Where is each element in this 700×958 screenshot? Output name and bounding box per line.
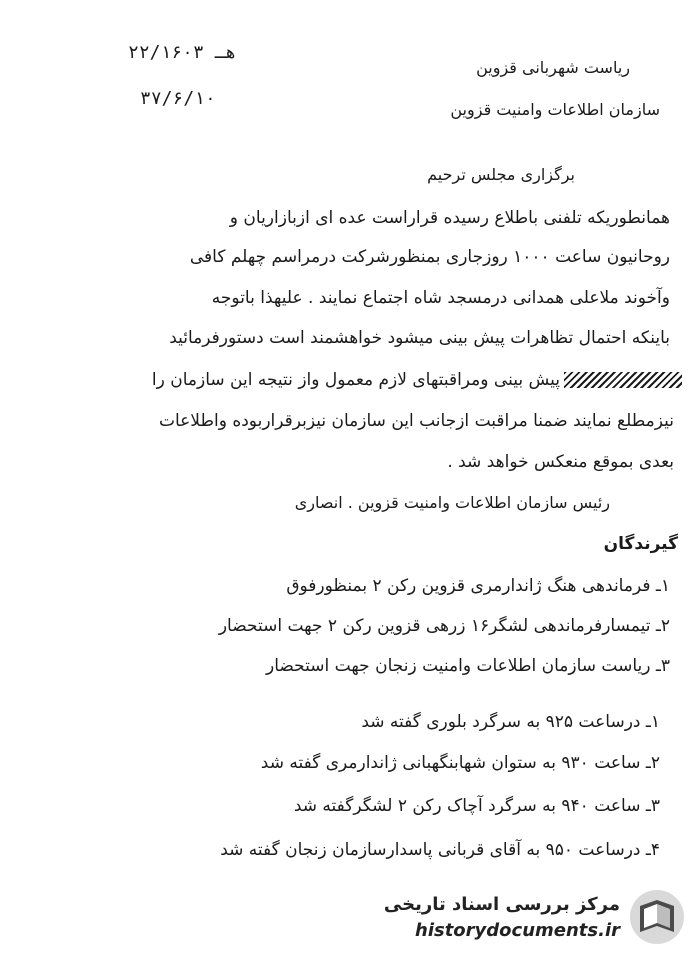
body-line-6: نیزمطلع نمایند ضمنا مراقبت ازجانب این سازمان نیزبرقراربوده واطلاعات [158, 411, 674, 431]
note-item-1: ۱ـ درساعت ۹۲۵ به سرگرد بلوری گفته شد [361, 712, 660, 732]
body-line-1: همانطوریکه تلفنی باطلاع رسیده قراراست عده ای ازبازاریان و [229, 208, 670, 228]
body-line-7: بعدی بموقع منعکس خواهد شد . [447, 452, 674, 472]
body-line-2: روحانیون ساعت ۱۰۰۰ روزجاری بمنظورشرکت درمراسم چهلم کافی [189, 247, 670, 267]
document-number: ۲۲/۱۶۰۳ هـ [128, 42, 237, 63]
signature-line: رئیس سازمان اطلاعات وامنیت قزوین . انصاری [294, 493, 610, 512]
recipient-item-1: ۱ـ فرماندهی هنگ ژاندارمری قزوین رکن ۲ بمنظورفوق [286, 576, 670, 596]
body-line-5-wrap [152, 370, 682, 390]
watermark-site: historydocuments.ir [415, 920, 620, 941]
body-line-4: باینکه احتمال تظاهرات پیش بینی میشود خواهشمند است دستورفرمائید [169, 328, 670, 348]
watermark-name: مرکز بررسی اسناد تاریخی [383, 894, 620, 915]
sender-line: سازمان اطلاعات وامنیت قزوین [450, 100, 660, 119]
recipient-line: ریاست شهربانی قزوین [476, 58, 630, 77]
note-item-4: ۴ـ درساعت ۹۵۰ به آقای قربانی پاسدارسازمان زنجان گفته شد [220, 840, 660, 860]
recipients-label: گیرندگان [603, 534, 678, 554]
note-item-2: ۲ـ ساعت ۹۳۰ به ستوان شهابنگهبانی ژاندارمری گفته شد [260, 753, 660, 773]
note-item-3: ۳ـ ساعت ۹۴۰ به سرگرد آچاک رکن ۲ لشگرگفته شد [293, 796, 660, 816]
document-date: ۳۷/۶/۱۰ [140, 88, 216, 109]
redaction-scribble [564, 372, 682, 388]
body-line-5: پیش بینی ومراقبتهای لازم معمول واز نتیجه این سازمان را [151, 370, 560, 390]
watermark [383, 888, 686, 950]
recipient-item-3: ۳ـ ریاست سازمان اطلاعات وامنیت زنجان جهت استحضار [266, 656, 670, 676]
body-line-3: وآخوند ملاعلی همدانی درمسجد شاه اجتماع نمایند . علیهذا باتوجه [211, 288, 670, 308]
recipient-item-2: ۲ـ تیمسارفرماندهی لشگر۱۶ زرهی قزوین رکن ۲ جهت استحضار [218, 616, 670, 636]
book-logo-icon [628, 888, 686, 946]
subject-heading: برگزاری مجلس ترحیم [427, 165, 575, 184]
